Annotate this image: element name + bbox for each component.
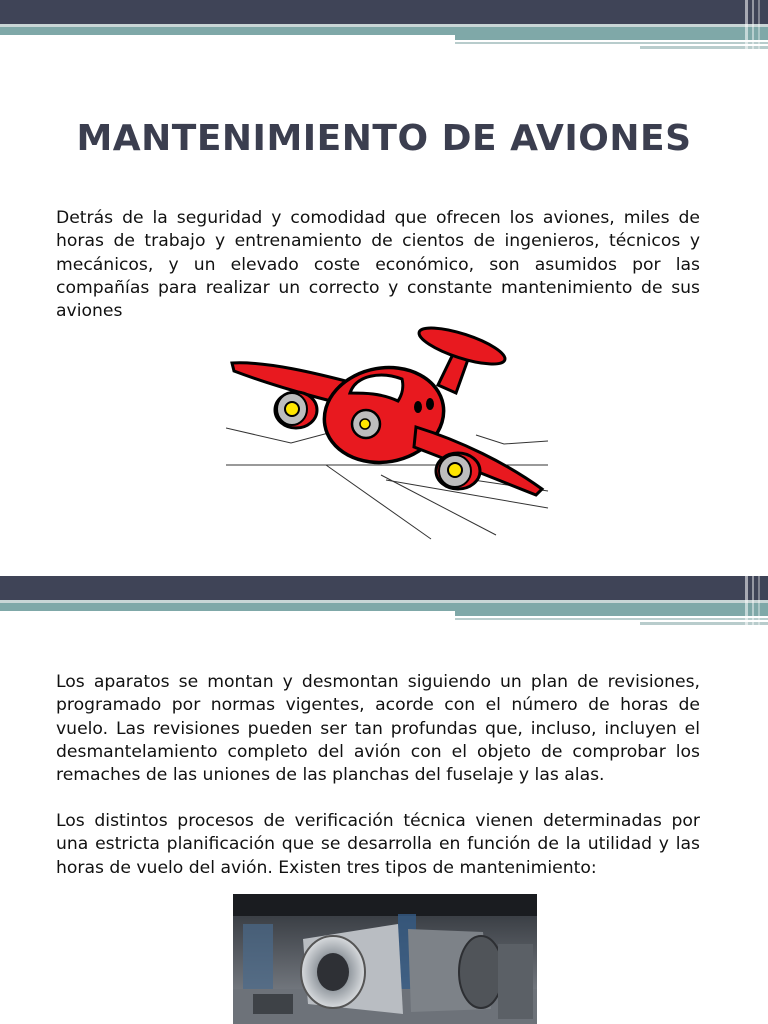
header-bar	[0, 0, 768, 56]
slide-2	[0, 576, 768, 1024]
intro-paragraph: Detrás de la seguridad y comodidad que ofrecen los aviones, miles de horas de trabajo y entrenamiento de cientos de ingenieros, técnicos y mecánicos, y un elevado coste económico, son asumidos por las compañías para realizar un correcto y constante mantenimiento de sus aviones	[56, 208, 700, 322]
jet-engine-photo	[233, 894, 537, 1024]
header-bar	[0, 576, 768, 632]
page-title: MANTENIMIENTO DE AVIONES	[76, 118, 692, 159]
revisions-paragraph: Los aparatos se montan y desmontan siguiendo un plan de revisiones, programado por normas vigentes, acorde con el número de horas de vuelo. Las revisiones pueden ser tan profundas que, incluso, incluyen el desmantelamiento completo del avión con el objeto de comprobar los remaches de las uniones de las planchas del fuselaje y las alas.	[56, 672, 700, 786]
cartoon-airplane-illustration	[226, 323, 552, 543]
maintenance-types-paragraph: Los distintos procesos de verificación técnica vienen determinadas por una estricta planificación que se desarrolla en función de la utilidad y las horas de vuelo del avión. Existen tres tipos de mantenimiento:	[56, 811, 700, 878]
